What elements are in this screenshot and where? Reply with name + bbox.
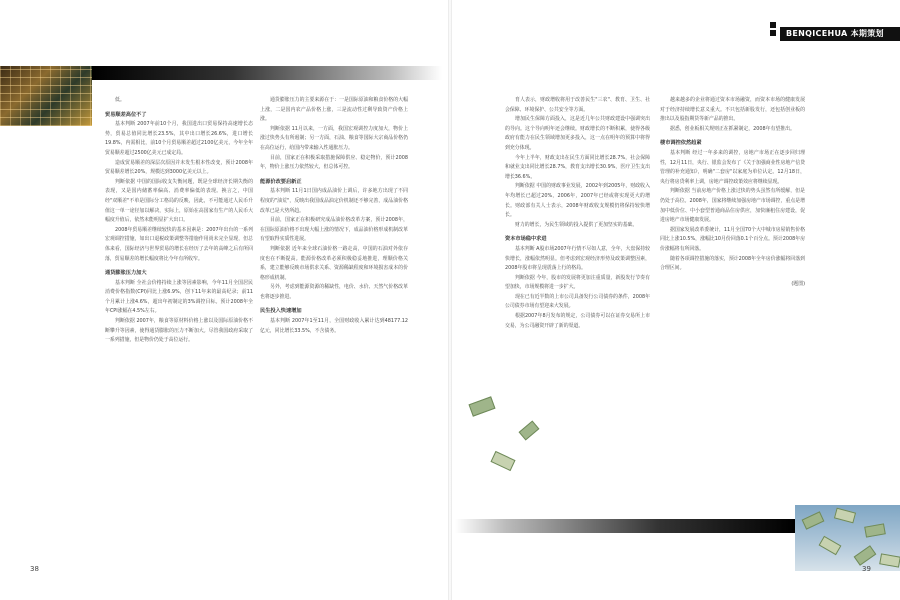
body-paragraph: 判断依据 2007年，粮食等原材料价格上涨以及国际原油价格不断攀升等因素，使得通货膨胀的压力不断加大。尽管我国政府采取了一系列措施，但是物价仍处于高位运行。 [105, 318, 253, 344]
body-paragraph: 基本判断 2007年1至11月，全国财政收入累计达到48177.12亿元，同比增长33.5%，不含债务。 [260, 318, 408, 334]
body-paragraph: 判断依据 中国的国际收支失衡问题，既是全球经济长期失衡的表现，又是国内储蓄率偏高、消费率偏低的表现。换言之，中国经"双顺差"不单是国际分工格局的反映，因此，不可能通过人民币升值这一单一途径加以解决，实际上，原始在高国家有生产的人民币大幅度升值后，依然未能明显扩大出口。 [105, 178, 253, 224]
body-paragraph: 低。 [115, 97, 125, 103]
header-square-icon [770, 22, 776, 28]
maze-pattern [0, 66, 92, 126]
banknote-icon [854, 545, 877, 565]
section-heading: 通货膨胀压力加大 [105, 270, 147, 277]
header-square-icon-2 [770, 30, 776, 36]
page-number-right: 39 [862, 565, 871, 573]
body-paragraph: 目前，国家正在积极研究成品油价格改革方案，预计2008年，在国际原油价格不出现大幅上涨的情况下，成品油价格形成机制改革有望取得实质性进展。 [260, 217, 408, 243]
body-paragraph: 随着各项调控措施的落实，预计2008年全年房价涨幅将回落到合理区间。 [660, 255, 805, 272]
body-paragraph: 据悉，创业板相关规则正在抓紧制定，2008年有望推出。 [670, 125, 795, 132]
banknote-icon [819, 536, 842, 556]
banknote-icon [879, 553, 900, 567]
body-paragraph: 基本判断 2007年前10个月，我国进出口贸易保持高速增长态势，贸易总值同比增长23.5%，其中出口增长26.6%，进口增长19.8%，内需相比，前10个月贸易顺差超过2100亿美元，今年全年贸易顺差超过2500亿美元已成定局。 [105, 121, 253, 156]
book-spine [448, 0, 452, 600]
text-column-3 [505, 96, 650, 331]
body-paragraph: 据国家发展改革委统计，11月全国70个大中城市房屋销售价格同比上涨10.5%，涨幅比10月份回落0.1个百分点。预计2008年房价涨幅将有所回落。 [660, 226, 805, 252]
body-paragraph: 增加民生保障方面投入，这是近几年公共财政建设中强调突出的导向。这个导向明年还会继续。财政增长的不断积累，使得各级政府有能力在民生领域增加更多投入，这一点在明年的预算中将得到充分体现。 [505, 116, 650, 151]
body-paragraph: 判断依据 中国的财政事业发展，2002年到2005年，财政收入年均增长已超过20%，2006年，2007年已经或将实现更大的增长。财政部有关人士表示，2008年财政收支规模仍将保持较快增长。 [505, 183, 650, 219]
banknote-icon [834, 508, 856, 524]
section-heading: 资本市场稳中求进 [505, 236, 547, 243]
banknote-icon [864, 523, 886, 537]
body-paragraph: 基本判断 经过一年多来的调控，房地产市场正在逐步回归理性，12月11日，央行、银监会发布了《关于加强商业性房地产信贷管理的补充通知》，明确"二套房"以家庭为单位认定。12月18日，央行将房贷利率上调，房地产调控政策效应将继续显现。 [660, 149, 805, 185]
top-gradient-band [92, 66, 442, 80]
body-paragraph: 另外，考虑到能源资源的稀缺性，电价、水价、天然气价格改革也将逐步推进。 [260, 284, 408, 300]
body-paragraph: 育人表示，财政增收将用于改善民生"三农"、教育、卫生、社会保障、环境保护、公共安全等方面。 [505, 97, 650, 113]
body-paragraph: 目前，国家正在积极采取措施保障供应、稳定物价，预计2008年，物价上涨压力依然较大，但总体可控。 [260, 154, 408, 171]
text-column-2 [260, 96, 408, 336]
body-paragraph: 根据2007年8月发布的规定，公司债券可以在证券交易所上市交易，为公司融资开辟了新的渠道。 [505, 313, 650, 329]
image-credit: (题图) [791, 280, 805, 287]
section-heading: 楼市调控依然趋紧 [660, 140, 702, 147]
body-paragraph: 判断依据 11月以来，一方面，我国宏观调控力度加大，物价上涨过快势头有所遏制；另一方面，石油、粮食等国际大宗商品价格仍在高位运行，给国内带来输入性通胀压力。 [260, 125, 408, 151]
body-paragraph: 通货膨胀压力的主要来源在于：一是国际原油和粮食价格的大幅上涨，二是国内农产品价格上涨，三是流动性过剩导致资产价格上涨。 [260, 97, 408, 123]
body-paragraph: 基本判断 全社会价格持续上涨等因素影响，今年11月全国居民消费价格指数(CPI)同比上涨6.9%，创下11年来的最高纪录；前11个月累计上涨4.6%，超出年初制定的3%调控目标。预计2008年全年CPI涨幅在4.5%左右。 [105, 279, 253, 315]
section-heading: 能源价改要启新正 [260, 178, 302, 185]
body-paragraph: 越来越多的企业将通过资本市场融资，而资本市场的健康发展对于经济持续增长意义重大。不只包括新股发行，还包括创业板的推出以及股指期货等新产品的推出。 [660, 97, 805, 123]
section-heading: 贸易顺差高位不了 [105, 111, 147, 118]
body-paragraph: 基本判断 11月1日国内成品油价上调后，许多地方出现了不同程度的"油荒"，反映出我国成品油定价机制还不够完善，成品油价格改革已是大势所趋。 [260, 188, 408, 214]
body-paragraph: 基本判断 A股市场2007年行情不尽如人意，全年，大盘保持较快增长，涨幅依然明显。但考虑到宏观经济形势及政策调整因素，2008年股市将呈现震荡上行的格局。 [505, 245, 650, 272]
body-paragraph: 财力的增长，为民生领域的投入提供了更加坚实的基础。 [515, 221, 638, 228]
body-paragraph: 判断依据 今年，股市的发展将更加注重质量，新股发行节奏有望加快，市场规模将进一步扩大。 [505, 274, 650, 291]
section-heading: 民生投入快速增加 [260, 308, 302, 315]
bottom-gradient-band [455, 519, 795, 533]
body-paragraph: 今年上半年，财政支出在民生方面同比增长28.7%，社会保障和就业支出同比增长28.7%，教育支出增长30.9%，医疗卫生支出增长36.6%。 [505, 154, 650, 180]
header-tag [780, 27, 900, 41]
header-brand: BENQICEHUA [786, 29, 848, 38]
body-paragraph: 判断依据 当前房地产价格上涨过快的势头虽然有所缓解，但是仍处于高位。2008年，国家将继续加强房地产市场调控，重点是增加中低价位、中小套型普通商品住房供应，加快廉租住房建设，促进房地产市场健康发展。 [660, 188, 805, 224]
banknote-icon [802, 511, 825, 529]
falling-money-photo [795, 505, 900, 571]
header-section: 本期策划 [850, 29, 884, 38]
body-paragraph: 判断依据 近年来全球石油价格一路走高，中国的石油对外依存度也在不断提高。能源价格改革必须积极稳妥地推进，理顺价格关系，建立能够反映市场供求关系、资源稀缺程度和环境损害成本的价格形成机制。 [260, 245, 408, 281]
maze-photo [0, 66, 92, 126]
body-paragraph: 2008年贸易顺差继续较快的基本因素是：2007年出台的一系列宏观调控措施，如出口退税政策调整等措施作用尚未完全显现，但总体来看，国际经济与世界贸易的增长在经历了去年的高峰之后有所回落，贸易顺差的增长幅度将比今年有所收窄。 [105, 226, 253, 262]
page-number-left: 38 [30, 565, 39, 573]
text-column-1 [105, 96, 253, 346]
body-paragraph: 现在已有近半数的上市公司具备发行公司债券的条件，2008年公司债券市场有望迎来大发展。 [505, 293, 650, 310]
body-paragraph: 造成贸易顺差的深层次原因并未发生根本性改变，预计2008年贸易顺差增长20%，规模达到3000亿美元以上。 [105, 159, 253, 176]
text-column-4 [660, 96, 805, 289]
